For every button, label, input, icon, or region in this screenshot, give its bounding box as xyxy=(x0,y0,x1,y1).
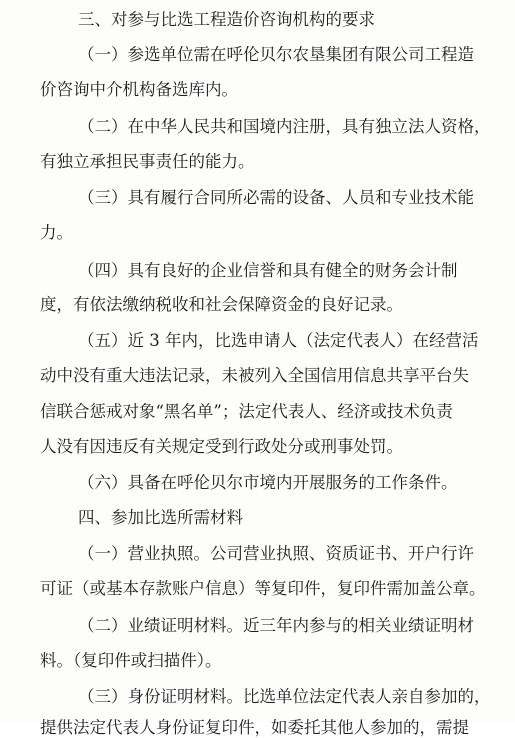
paragraph-line: 提供法定代表人身份证复印件，如委托其他人参加的，需提 xyxy=(40,718,469,737)
paragraph-line: 力。 xyxy=(40,223,73,242)
paragraph-line: （四）具有良好的企业信誉和具有健全的财务会计制 xyxy=(78,261,458,280)
paragraph-line: 可证（或基本存款账户信息）等复印件，复印件需加盖公章。 xyxy=(40,579,486,598)
paragraph-line: （二）业绩证明材料。近三年内参与的相关业绩证明材 xyxy=(78,616,474,635)
paragraph-line: （二）在中华人民共和国境内注册，具有独立法人资格， xyxy=(78,117,491,136)
paragraph-line: 动中没有重大违法记录，未被列入全国信用信息共享平台失 xyxy=(40,366,469,385)
section-heading-materials: 四、参加比选所需材料 xyxy=(78,508,243,527)
paragraph-line: （一）参选单位需在呼伦贝尔农垦集团有限公司工程造 xyxy=(78,45,474,64)
paragraph-line: （五）近 3 年内，比选申请人（法定代表人）在经营活 xyxy=(78,331,479,350)
paragraph-line: 料。（复印件或扫描件）。 xyxy=(40,651,222,670)
paragraph-line: （三）具有履行合同所必需的设备、人员和专业技术能 xyxy=(78,188,474,207)
paragraph-line: 有独立承担民事责任的能力。 xyxy=(40,152,255,171)
paragraph-line: 价咨询中介机构备选库内。 xyxy=(40,80,238,99)
paragraph-line: （六）具备在呼伦贝尔市境内开展服务的工作条件。 xyxy=(78,473,458,492)
paragraph-line: （三）身份证明材料。比选单位法定代表人亲自参加的， xyxy=(78,687,491,706)
paragraph-line: 人没有因违反有关规定受到行政处分或刑事处罚。 xyxy=(40,437,403,456)
paragraph-line: 信联合惩戒对象“黑名单”；法定代表人、经济或技术负责 xyxy=(40,402,453,421)
paragraph-line: （一）营业执照。公司营业执照、资质证书、开户行许 xyxy=(78,544,474,563)
paragraph-line: 度，有依法缴纳税收和社会保障资金的良好记录。 xyxy=(40,295,403,314)
section-heading-requirements: 三、对参与比选工程造价咨询机构的要求 xyxy=(78,10,375,29)
